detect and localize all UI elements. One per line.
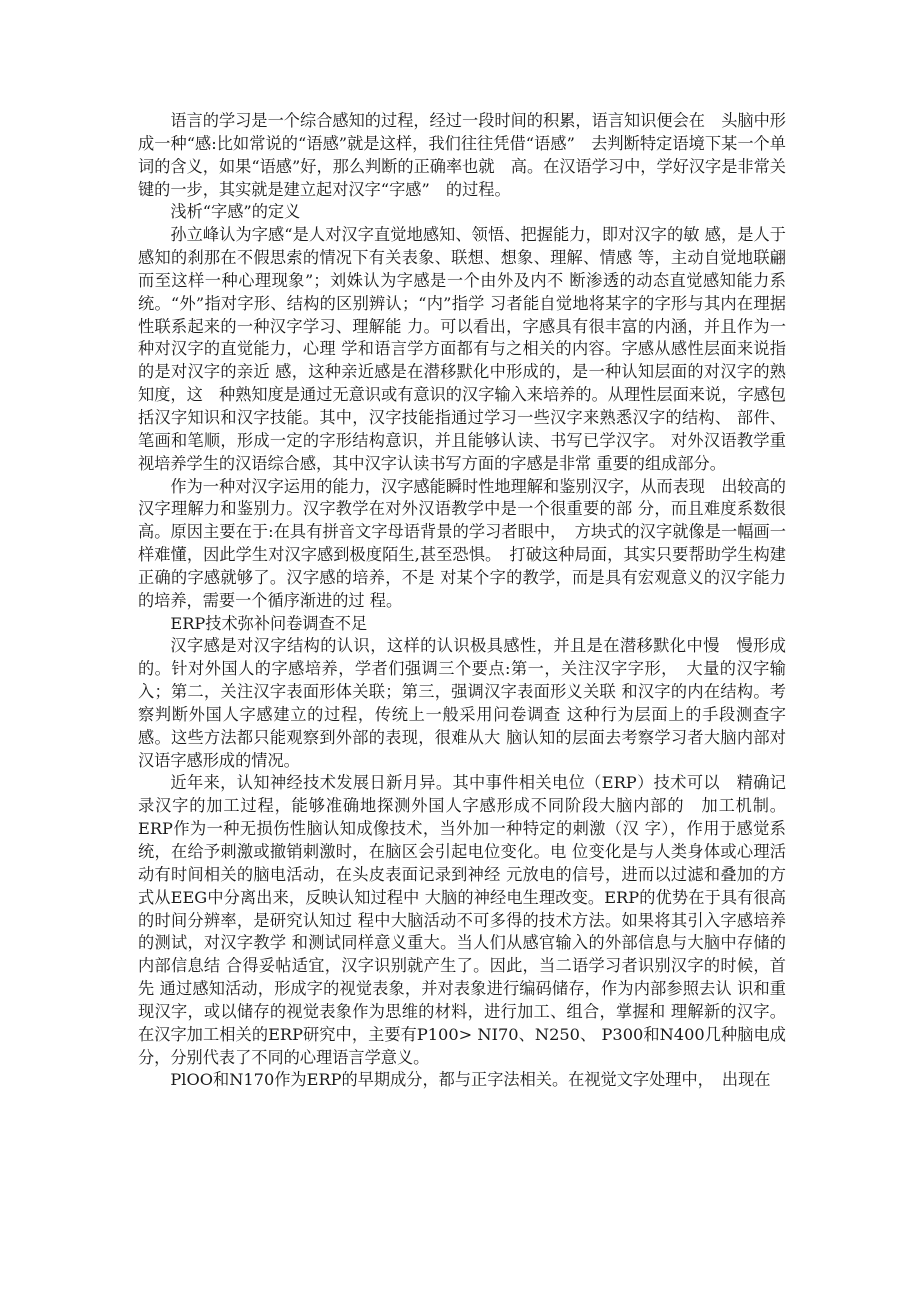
paragraph-intro: 语言的学习是一个综合感知的过程，经过一段时间的积累，语言知识便会在 头脑中形成一种“感:比如常说的“语感”就是这样，我们往往凭借“语感” 去判断特定语境下某一个单词的含义，如果“语感”好，那么判断的正确率也就 高。在汉语学习中，学好汉字是非常关键的一步，其实就是建立起对汉字“字感” 的过程。 xyxy=(138,111,786,199)
section-heading-erp: ERP技术弥补问卷调查不足 xyxy=(170,613,368,633)
document-body xyxy=(138,110,786,1092)
paragraph-ability: 作为一种对汉字运用的能力，汉字感能瞬时性地理解和鉴别汉字，从而表现 出较高的汉字理解力和鉴别力。汉字教学在对外汉语教学中是一个很重要的部 分，而且难度系数很高。原因主要在于:在具有拼音文字母语背景的学习者眼中， 方块式的汉字就像是一幅画一样难懂，因此学生对汉字感到极度陌生,甚至恐惧。 打破这种局面，其实只要帮助学生构建正确的字感就够了。汉字感的培养，不是 对某个字的教学，而是具有宏观意义的汉字能力的培养，需要一个循序渐进的过 程。 xyxy=(138,476,786,610)
paragraph-definition: 孙立峰认为字感“是人对汉字直觉地感知、领悟、把握能力，即对汉字的敏 感，是人于感知的刹那在不假思索的情况下有关表象、联想、想象、理解、情感 等，主动自觉地联翩而至这样一种心理现象”；刘姝认为字感是一个由外及内不 断渗透的动态直觉感知能力系统。“外”指对字形、结构的区别辨认；“内”指学 习者能自觉地将某字的字形与其内在理据性联系起来的一种汉字学习、理解能 力。可以看出，字感具有很丰富的内涵，并且作为一种对汉字的直觉能力，心理 学和语言学方面都有与之相关的内容。字感从感性层面来说指的是对汉字的亲近 感，这种亲近感是在潜移默化中形成的，是一种认知层面的对汉字的熟知度，这 种熟知度是通过无意识或有意识的汉字输入来培养的。从理性层面来说，字感包 括汉字知识和汉字技能。其中，汉字技能指通过学习一些汉字来熟悉汉字的结构、 部件、笔画和笔顺，形成一定的字形结构意识，并且能够认读、书写已学汉字。 对外汉语教学重视培养学生的汉语综合感，其中汉字认读书写方面的字感是非常 重要的组成部分。 xyxy=(138,225,786,473)
paragraph-structure: 汉字感是对汉字结构的认识，这样的认识极具感性，并且是在潜移默化中慢 慢形成的。针对外国人的字感培养，学者们强调三个要点:第一，关注汉字字形， 大量的汉字输入；第二，关注汉字表面形体关联；第三，强调汉字表面形义关联 和汉字的内在结构。考察判断外国人字感建立的过程，传统上一般采用问卷调查 这种行为层面上的手段测查字感。这些方法都只能观察到外部的表现，很难从大 脑认知的层面去考察学习者大脑内部对汉语字感形成的情况。 xyxy=(138,636,786,770)
section-heading-definition: 浅析“字感”的定义 xyxy=(170,202,301,222)
paragraph-p100-n170: PlOO和N170作为ERP的早期成分，都与正字法相关。在视觉文字处理中， 出现在 xyxy=(170,1070,771,1090)
paragraph-erp-technique: 近年来，认知神经技术发展日新月异。其中事件相关电位（ERP）技术可以 精确记录汉字的加工过程，能够准确地探测外国人字感形成不同阶段大脑内部的 加工机制。ERP作为一种无损伤性脑认知成像技术，当外加一种特定的刺激（汉 字），作用于感觉系统，在给予刺激或撤销刺激时，在脑区会引起电位变化。电 位变化是与人类身体或心理活动有时间相关的脑电活动，在头皮表面记录到神经 元放电的信号，进而以过滤和叠加的方式从EEG中分离出来，反映认知过程中 大脑的神经电生理改变。ERP的优势在于具有很高的时间分辨率，是研究认知过 程中大脑活动不可多得的技术方法。如果将其引入字感培养的测试，对汉字教学 和测试同样意义重大。当人们从感官输入的外部信息与大脑中存储的内部信息结 合得妥帖适宜，汉字识别就产生了。因此，当二语学习者识别汉字的时候，首先 通过感知活动，形成字的视觉表象，并对表象进行编码储存，作为内部参照去认 识和重现汉字，或以储存的视觉表象作为思维的材料，进行加工、组合，掌握和 理解新的汉字。在汉字加工相关的ERP研究中，主要有P100> NI70、N250、 P300和N400几种脑电成分，分别代表了不同的心理语言学意义。 xyxy=(138,773,786,1067)
